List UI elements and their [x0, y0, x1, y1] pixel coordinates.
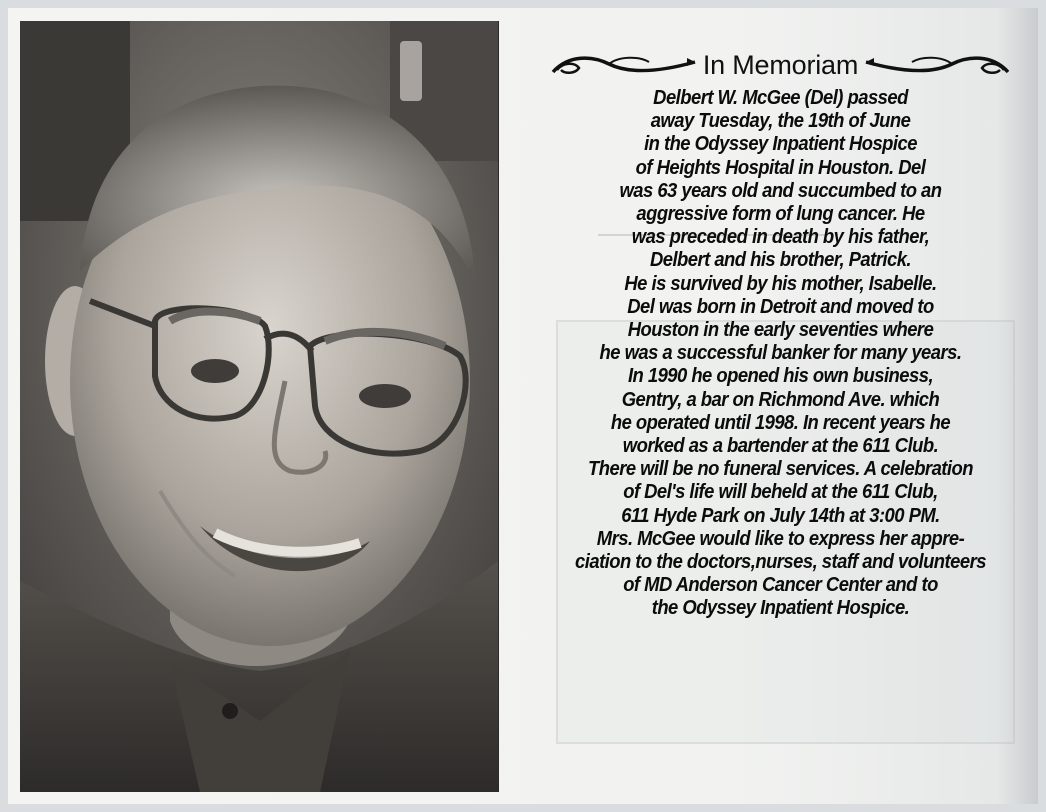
obituary-line: 611 Hyde Park on July 14th at 3:00 PM. [621, 503, 940, 527]
obituary-line: Gentry, a bar on Richmond Ave. which [621, 387, 940, 411]
portrait-illustration [20, 21, 498, 792]
left-flourish-icon [549, 50, 697, 80]
obituary-line: of Del's life will beheld at the 611 Club, [623, 480, 938, 504]
obituary-line: ciation to the doctors,nurses, staff and volunteers [575, 550, 986, 574]
obituary-line: In 1990 he opened his own business, [627, 364, 934, 388]
obituary-line: There will be no funeral services. A celebration [588, 457, 973, 481]
obituary-line: Mrs. McGee would like to express her appre- [596, 526, 965, 550]
portrait-photo [20, 21, 499, 792]
obituary-line: Delbert and his brother, Patrick. [649, 248, 912, 272]
obituary-line: worked as a bartender at the 611 Club. [622, 434, 939, 458]
obituary-line: was preceded in death by his father, [631, 225, 930, 249]
obituary-text [508, 86, 1038, 620]
heading-row [508, 48, 1038, 82]
page-title: In Memoriam [702, 49, 859, 80]
obituary-column [508, 48, 1038, 620]
obituary-line: in the Odyssey Inpatient Hospice [644, 132, 917, 156]
right-flourish-icon [864, 50, 1012, 80]
obituary-line: He is survived by his mother, Isabelle. [624, 271, 937, 295]
obituary-line: of MD Anderson Cancer Center and to [623, 573, 938, 597]
obituary-line: away Tuesday, the 19th of June [650, 109, 911, 133]
obituary-line: aggressive form of lung cancer. He [636, 202, 925, 226]
memorial-page [8, 8, 1038, 804]
obituary-line: was 63 years old and succumbed to an [619, 178, 942, 202]
obituary-line: he was a successful banker for many years. [599, 341, 962, 365]
obituary-line: the Odyssey Inpatient Hospice. [651, 596, 910, 620]
obituary-line: Del was born in Detroit and moved to [627, 294, 934, 318]
obituary-line: of Heights Hospital in Houston. Del [635, 155, 926, 179]
obituary-line: he operated until 1998. In recent years he [610, 410, 951, 434]
obituary-line: Delbert W. McGee (Del) passed [653, 86, 908, 109]
obituary-line: Houston in the early seventies where [627, 318, 934, 342]
